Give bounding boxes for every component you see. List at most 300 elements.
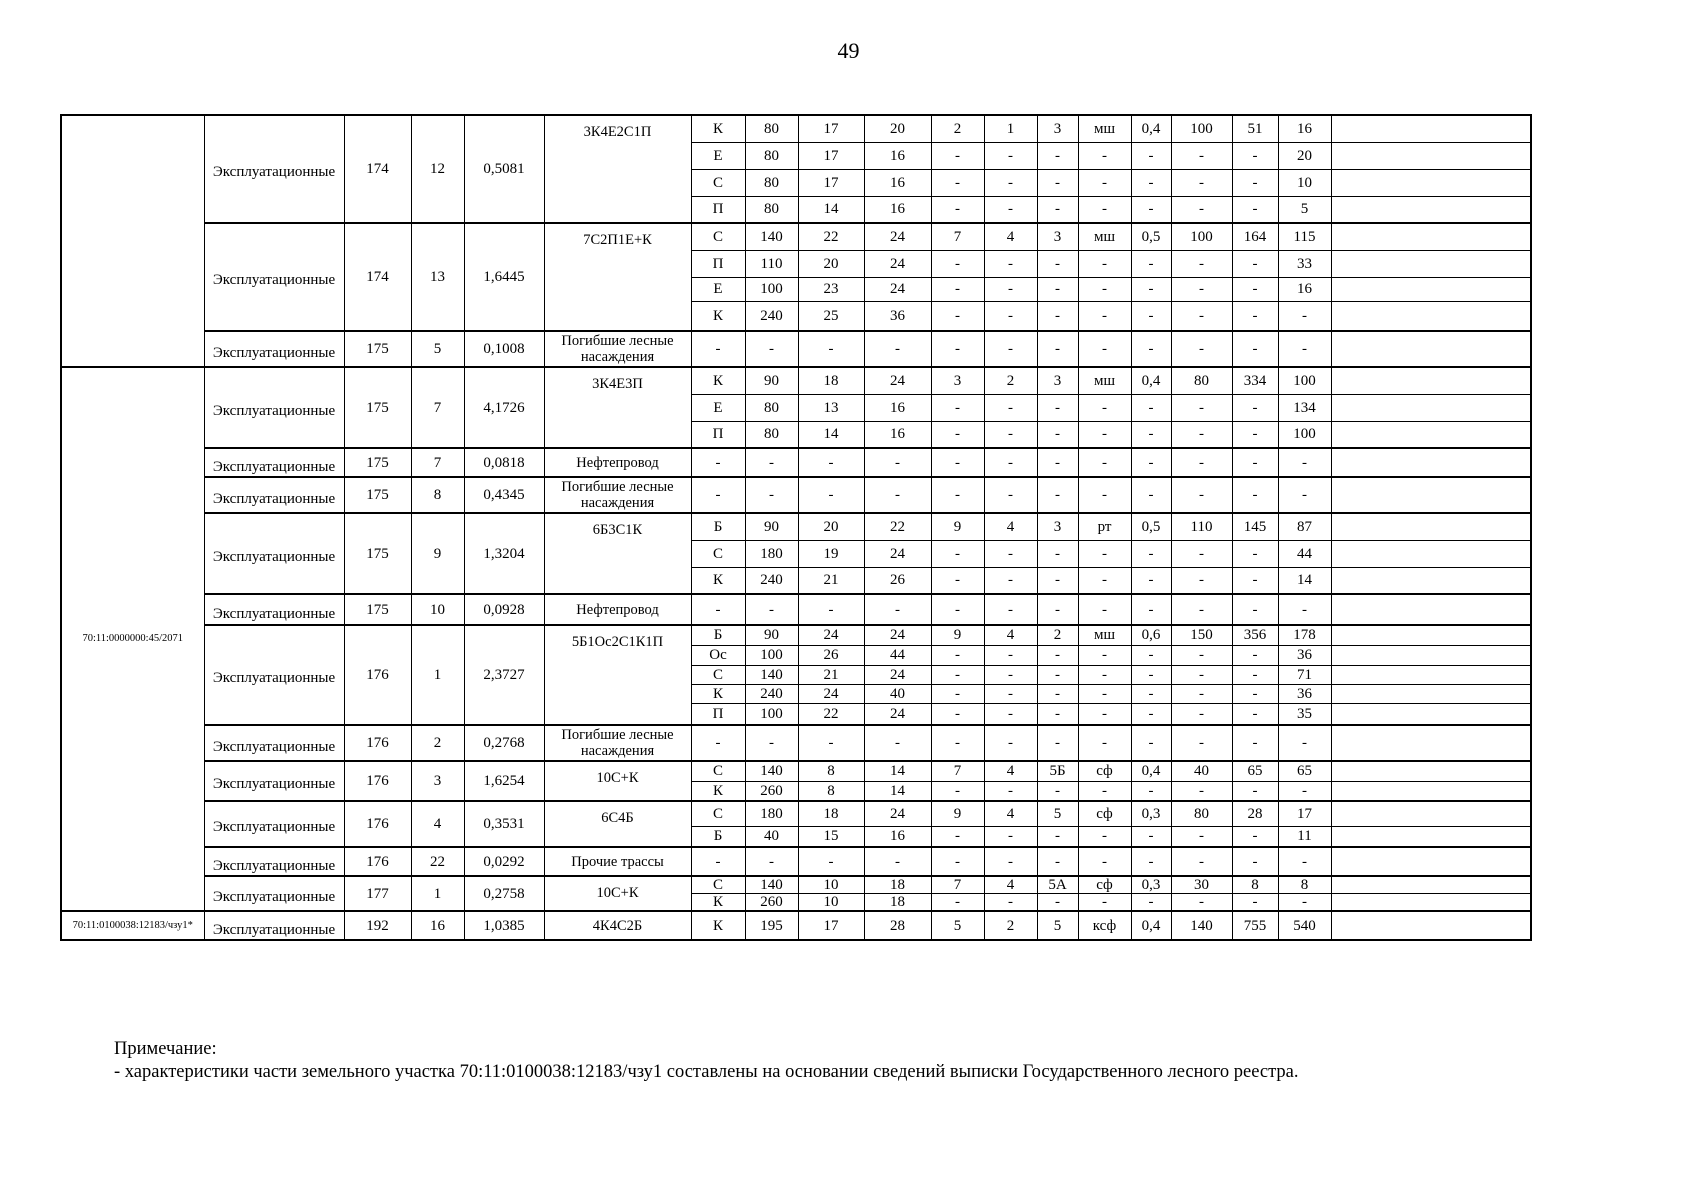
table-cell: - xyxy=(1232,196,1278,223)
table-cell: - xyxy=(1131,477,1171,513)
table-cell: 80 xyxy=(1171,367,1232,394)
table-row xyxy=(61,594,1531,625)
area-cell: 1,6445 xyxy=(464,223,544,331)
table-cell: 28 xyxy=(1232,801,1278,826)
table-cell: - xyxy=(1037,142,1078,169)
table-cell: - xyxy=(745,448,798,477)
table-cell: - xyxy=(1078,421,1131,448)
table-cell: - xyxy=(1232,448,1278,477)
empty-cell xyxy=(1331,301,1531,331)
composition-cell: 7С2П1Е+К xyxy=(544,223,691,331)
table-cell: 20 xyxy=(864,115,931,142)
table-cell: - xyxy=(1131,421,1171,448)
table-cell: - xyxy=(931,448,984,477)
table-cell: - xyxy=(1131,781,1171,801)
table-cell: 0,4 xyxy=(1131,761,1171,781)
table-cell: 2 xyxy=(931,115,984,142)
table-cell: - xyxy=(1078,703,1131,725)
table-cell: 16 xyxy=(864,394,931,421)
table-cell: Б xyxy=(691,513,745,540)
empty-cell xyxy=(1331,115,1531,142)
empty-cell xyxy=(1331,223,1531,250)
table-cell: - xyxy=(1171,421,1232,448)
area-cell: 0,5081 xyxy=(464,115,544,223)
table-cell: - xyxy=(745,847,798,876)
table-cell: 5А xyxy=(1037,876,1078,894)
table-cell: Е xyxy=(691,394,745,421)
section-cell: 2 xyxy=(411,725,464,761)
table-cell: 17 xyxy=(798,142,864,169)
table-cell: 25 xyxy=(798,301,864,331)
table-cell: - xyxy=(1037,665,1078,684)
table-cell: - xyxy=(1037,331,1078,367)
section-cell: 9 xyxy=(411,513,464,594)
table-cell: 40 xyxy=(745,826,798,847)
category-cell: Эксплуатационные xyxy=(204,448,344,477)
table-cell: П xyxy=(691,703,745,725)
table-cell: 7 xyxy=(931,761,984,781)
table-cell: - xyxy=(745,594,798,625)
quarter-cell: 176 xyxy=(344,847,411,876)
table-row xyxy=(61,847,1531,876)
area-cell: 4,1726 xyxy=(464,367,544,448)
table-cell: 11 xyxy=(1278,826,1331,847)
table-cell: - xyxy=(1171,250,1232,277)
table-cell: - xyxy=(1037,394,1078,421)
category-cell: Эксплуатационные xyxy=(204,801,344,847)
table-cell: - xyxy=(1037,781,1078,801)
table-cell: С xyxy=(691,223,745,250)
table-cell: - xyxy=(931,477,984,513)
table-cell: К xyxy=(691,911,745,940)
table-cell: - xyxy=(864,594,931,625)
composition-cell: Погибшие лесные насаждения xyxy=(544,725,691,761)
table-cell: - xyxy=(1131,665,1171,684)
table-cell: - xyxy=(931,594,984,625)
table-cell: - xyxy=(691,847,745,876)
table-cell: - xyxy=(1078,394,1131,421)
empty-cell xyxy=(1331,367,1531,394)
table-cell: - xyxy=(1171,277,1232,301)
table-cell: К xyxy=(691,567,745,594)
table-cell: П xyxy=(691,250,745,277)
table-cell: 3 xyxy=(1037,115,1078,142)
table-cell: - xyxy=(1078,250,1131,277)
table-cell: 14 xyxy=(798,421,864,448)
empty-cell xyxy=(1331,725,1531,761)
table-cell: 9 xyxy=(931,625,984,645)
composition-cell: Нефтепровод xyxy=(544,448,691,477)
table-cell: - xyxy=(1078,826,1131,847)
empty-cell xyxy=(1331,448,1531,477)
table-cell: 24 xyxy=(798,684,864,703)
table-cell: 90 xyxy=(745,367,798,394)
table-cell: ксф xyxy=(1078,911,1131,940)
table-cell: - xyxy=(691,725,745,761)
table-cell: - xyxy=(745,725,798,761)
table-cell: 24 xyxy=(864,665,931,684)
empty-cell xyxy=(1331,876,1531,894)
table-cell: - xyxy=(1037,826,1078,847)
table-cell: - xyxy=(931,847,984,876)
area-cell: 1,0385 xyxy=(464,911,544,940)
table-cell: 8 xyxy=(798,761,864,781)
table-cell: 16 xyxy=(864,169,931,196)
empty-cell xyxy=(1331,684,1531,703)
table-cell: - xyxy=(931,331,984,367)
table-cell: - xyxy=(1131,540,1171,567)
table-cell: - xyxy=(1078,725,1131,761)
table-cell: 22 xyxy=(798,223,864,250)
table-cell: 16 xyxy=(1278,115,1331,142)
section-cell: 7 xyxy=(411,367,464,448)
table-cell: К xyxy=(691,367,745,394)
section-cell: 16 xyxy=(411,911,464,940)
table-cell: 8 xyxy=(1232,876,1278,894)
composition-cell: 3К4Е2С1П xyxy=(544,115,691,223)
table-cell: 2 xyxy=(1037,625,1078,645)
quarter-cell: 174 xyxy=(344,115,411,223)
area-cell: 0,3531 xyxy=(464,801,544,847)
table-cell: 4 xyxy=(984,513,1037,540)
table-cell: мш xyxy=(1078,223,1131,250)
table-cell: 80 xyxy=(1171,801,1232,826)
table-cell: 13 xyxy=(798,394,864,421)
table-cell: - xyxy=(1078,331,1131,367)
table-cell: - xyxy=(984,169,1037,196)
section-cell: 8 xyxy=(411,477,464,513)
table-cell: - xyxy=(1278,781,1331,801)
composition-cell: 10С+К xyxy=(544,761,691,801)
table-cell: 4 xyxy=(984,761,1037,781)
table-cell: мш xyxy=(1078,115,1131,142)
table-cell: - xyxy=(931,826,984,847)
table-cell: - xyxy=(1131,301,1171,331)
table-cell: 100 xyxy=(1278,367,1331,394)
area-cell: 2,3727 xyxy=(464,625,544,725)
table-cell: - xyxy=(1232,781,1278,801)
table-cell: - xyxy=(864,477,931,513)
empty-cell xyxy=(1331,169,1531,196)
table-cell: - xyxy=(984,894,1037,912)
category-cell: Эксплуатационные xyxy=(204,761,344,801)
table-cell: 4 xyxy=(984,625,1037,645)
table-cell: 140 xyxy=(1171,911,1232,940)
table-cell: 10 xyxy=(798,894,864,912)
table-cell: - xyxy=(1232,847,1278,876)
cadastral-number-cell xyxy=(61,115,204,367)
table-cell: 24 xyxy=(798,625,864,645)
table-cell: - xyxy=(1078,665,1131,684)
table-cell: 100 xyxy=(745,277,798,301)
table-cell: 140 xyxy=(745,665,798,684)
empty-cell xyxy=(1331,665,1531,684)
empty-cell xyxy=(1331,277,1531,301)
table-cell: - xyxy=(1037,703,1078,725)
table-cell: 195 xyxy=(745,911,798,940)
table-row xyxy=(61,223,1531,250)
table-cell: - xyxy=(1037,645,1078,665)
table-cell: - xyxy=(984,684,1037,703)
area-cell: 0,1008 xyxy=(464,331,544,367)
table-cell: 28 xyxy=(864,911,931,940)
table-cell: К xyxy=(691,115,745,142)
cadastral-number-cell: 70:11:0000000:45/2071 xyxy=(61,367,204,911)
table-cell: 22 xyxy=(798,703,864,725)
table-cell: - xyxy=(1078,684,1131,703)
table-cell: - xyxy=(1037,169,1078,196)
table-cell: - xyxy=(984,196,1037,223)
table-cell: - xyxy=(1232,725,1278,761)
table-cell: 3 xyxy=(1037,367,1078,394)
table-cell: 18 xyxy=(798,801,864,826)
table-cell: - xyxy=(1232,250,1278,277)
table-cell: 180 xyxy=(745,801,798,826)
table-cell: - xyxy=(931,250,984,277)
table-cell: - xyxy=(984,847,1037,876)
table-cell: сф xyxy=(1078,876,1131,894)
quarter-cell: 175 xyxy=(344,331,411,367)
table-cell: - xyxy=(931,394,984,421)
table-cell: 16 xyxy=(864,142,931,169)
table-cell: - xyxy=(1171,169,1232,196)
empty-cell xyxy=(1331,331,1531,367)
table-cell: - xyxy=(1078,196,1131,223)
table-cell: - xyxy=(1078,277,1131,301)
table-cell: - xyxy=(984,725,1037,761)
table-cell: - xyxy=(984,142,1037,169)
table-cell: - xyxy=(1037,594,1078,625)
table-cell: 1 xyxy=(984,115,1037,142)
quarter-cell: 174 xyxy=(344,223,411,331)
table-cell: - xyxy=(864,847,931,876)
table-row xyxy=(61,625,1531,645)
table-cell: - xyxy=(1037,540,1078,567)
table-row xyxy=(61,513,1531,540)
table-cell: - xyxy=(798,594,864,625)
table-cell: - xyxy=(1131,394,1171,421)
table-cell: - xyxy=(1131,725,1171,761)
table-cell: - xyxy=(984,477,1037,513)
table-cell: 44 xyxy=(864,645,931,665)
table-cell: - xyxy=(1078,540,1131,567)
table-cell: - xyxy=(1171,567,1232,594)
area-cell: 0,0928 xyxy=(464,594,544,625)
table-cell: П xyxy=(691,196,745,223)
table-cell: 33 xyxy=(1278,250,1331,277)
table-cell: - xyxy=(1232,394,1278,421)
table-cell: - xyxy=(1131,250,1171,277)
table-cell: - xyxy=(931,277,984,301)
table-row xyxy=(61,761,1531,781)
table-cell: - xyxy=(931,540,984,567)
table-cell: 17 xyxy=(1278,801,1331,826)
category-cell: Эксплуатационные xyxy=(204,625,344,725)
table-cell: 80 xyxy=(745,421,798,448)
empty-cell xyxy=(1331,826,1531,847)
cadastral-number-cell: 70:11:0100038:12183/чзу1* xyxy=(61,911,204,940)
table-cell: - xyxy=(1278,847,1331,876)
table-cell: - xyxy=(1171,684,1232,703)
table-cell: - xyxy=(1131,645,1171,665)
table-cell: К xyxy=(691,781,745,801)
table-cell: С xyxy=(691,169,745,196)
table-cell: - xyxy=(864,448,931,477)
quarter-cell: 176 xyxy=(344,725,411,761)
table-cell: - xyxy=(798,331,864,367)
table-cell: - xyxy=(745,477,798,513)
table-cell: - xyxy=(1171,826,1232,847)
table-cell: 26 xyxy=(798,645,864,665)
table-cell: - xyxy=(1171,477,1232,513)
table-cell: С xyxy=(691,876,745,894)
table-cell: 21 xyxy=(798,665,864,684)
table-cell: 2 xyxy=(984,367,1037,394)
table-cell: - xyxy=(984,301,1037,331)
category-cell: Эксплуатационные xyxy=(204,367,344,448)
table-cell: 5 xyxy=(931,911,984,940)
quarter-cell: 192 xyxy=(344,911,411,940)
table-cell: 8 xyxy=(798,781,864,801)
table-cell: - xyxy=(1171,594,1232,625)
table-cell: 19 xyxy=(798,540,864,567)
table-cell: - xyxy=(931,665,984,684)
table-cell: 17 xyxy=(798,169,864,196)
table-cell: мш xyxy=(1078,367,1131,394)
table-cell: - xyxy=(1232,142,1278,169)
table-cell: 0,3 xyxy=(1131,876,1171,894)
table-cell: 110 xyxy=(1171,513,1232,540)
category-cell: Эксплуатационные xyxy=(204,876,344,911)
table-cell: 4 xyxy=(984,223,1037,250)
table-cell: - xyxy=(798,477,864,513)
area-cell: 0,0818 xyxy=(464,448,544,477)
table-cell: 90 xyxy=(745,625,798,645)
table-cell: - xyxy=(691,594,745,625)
composition-cell: 10С+К xyxy=(544,876,691,911)
table-cell: - xyxy=(984,826,1037,847)
table-cell: - xyxy=(1037,301,1078,331)
section-cell: 10 xyxy=(411,594,464,625)
table-cell: - xyxy=(1078,594,1131,625)
table-cell: 2 xyxy=(984,911,1037,940)
empty-cell xyxy=(1331,645,1531,665)
table-cell: - xyxy=(1131,331,1171,367)
category-cell: Эксплуатационные xyxy=(204,331,344,367)
area-cell: 0,2758 xyxy=(464,876,544,911)
table-cell: С xyxy=(691,761,745,781)
table-cell: 17 xyxy=(798,115,864,142)
table-cell: 145 xyxy=(1232,513,1278,540)
section-cell: 5 xyxy=(411,331,464,367)
page-number: 49 xyxy=(837,38,860,63)
table-cell: - xyxy=(1232,331,1278,367)
table-cell: Е xyxy=(691,277,745,301)
table-cell: 21 xyxy=(798,567,864,594)
table-row xyxy=(61,801,1531,826)
table-cell: 0,6 xyxy=(1131,625,1171,645)
table-cell: - xyxy=(1131,448,1171,477)
table-cell: 14 xyxy=(864,781,931,801)
table-cell: - xyxy=(1171,448,1232,477)
section-cell: 13 xyxy=(411,223,464,331)
table-cell: 260 xyxy=(745,894,798,912)
table-cell: 4 xyxy=(984,876,1037,894)
empty-cell xyxy=(1331,513,1531,540)
section-cell: 7 xyxy=(411,448,464,477)
composition-cell: 6С4Б xyxy=(544,801,691,847)
table-cell: 30 xyxy=(1171,876,1232,894)
table-cell: 15 xyxy=(798,826,864,847)
table-cell: - xyxy=(1131,703,1171,725)
table-cell: 755 xyxy=(1232,911,1278,940)
table-cell: - xyxy=(1131,277,1171,301)
table-cell: 5Б xyxy=(1037,761,1078,781)
table-cell: 18 xyxy=(864,876,931,894)
table-cell: 0,4 xyxy=(1131,115,1171,142)
table-cell: 71 xyxy=(1278,665,1331,684)
table-cell: 140 xyxy=(745,761,798,781)
quarter-cell: 176 xyxy=(344,801,411,847)
table-cell: - xyxy=(931,703,984,725)
table-cell: 9 xyxy=(931,801,984,826)
table-cell: 240 xyxy=(745,567,798,594)
empty-cell xyxy=(1331,394,1531,421)
table-cell: 164 xyxy=(1232,223,1278,250)
table-cell: 80 xyxy=(745,394,798,421)
table-cell: - xyxy=(1037,567,1078,594)
table-cell: - xyxy=(1131,594,1171,625)
table-cell: - xyxy=(1037,277,1078,301)
table-row xyxy=(61,725,1531,761)
table-cell: - xyxy=(1131,847,1171,876)
table-cell: - xyxy=(1232,684,1278,703)
table-cell: 16 xyxy=(864,196,931,223)
composition-cell: 5Б1Ос2С1К1П xyxy=(544,625,691,725)
table-cell: - xyxy=(1232,421,1278,448)
table-cell: - xyxy=(1232,301,1278,331)
composition-cell: Нефтепровод xyxy=(544,594,691,625)
table-cell: мш xyxy=(1078,625,1131,645)
empty-cell xyxy=(1331,625,1531,645)
table-cell: - xyxy=(1232,703,1278,725)
table-cell: - xyxy=(1171,645,1232,665)
table-cell: 24 xyxy=(864,223,931,250)
composition-cell: 6Б3С1К xyxy=(544,513,691,594)
table-cell: 16 xyxy=(1278,277,1331,301)
quarter-cell: 175 xyxy=(344,448,411,477)
table-cell: 100 xyxy=(1171,115,1232,142)
table-cell: - xyxy=(1037,196,1078,223)
table-cell: - xyxy=(1078,301,1131,331)
table-cell: - xyxy=(1278,448,1331,477)
table-cell: 178 xyxy=(1278,625,1331,645)
table-cell: - xyxy=(1232,567,1278,594)
table-cell: - xyxy=(984,421,1037,448)
table-cell: 35 xyxy=(1278,703,1331,725)
table-cell: 7 xyxy=(931,876,984,894)
table-cell: 334 xyxy=(1232,367,1278,394)
table-row xyxy=(61,448,1531,477)
table-cell: - xyxy=(984,277,1037,301)
section-cell: 1 xyxy=(411,876,464,911)
table-cell: 24 xyxy=(864,250,931,277)
table-cell: - xyxy=(1078,477,1131,513)
table-cell: - xyxy=(864,725,931,761)
table-cell: - xyxy=(1171,847,1232,876)
empty-cell xyxy=(1331,477,1531,513)
table-cell: - xyxy=(931,725,984,761)
